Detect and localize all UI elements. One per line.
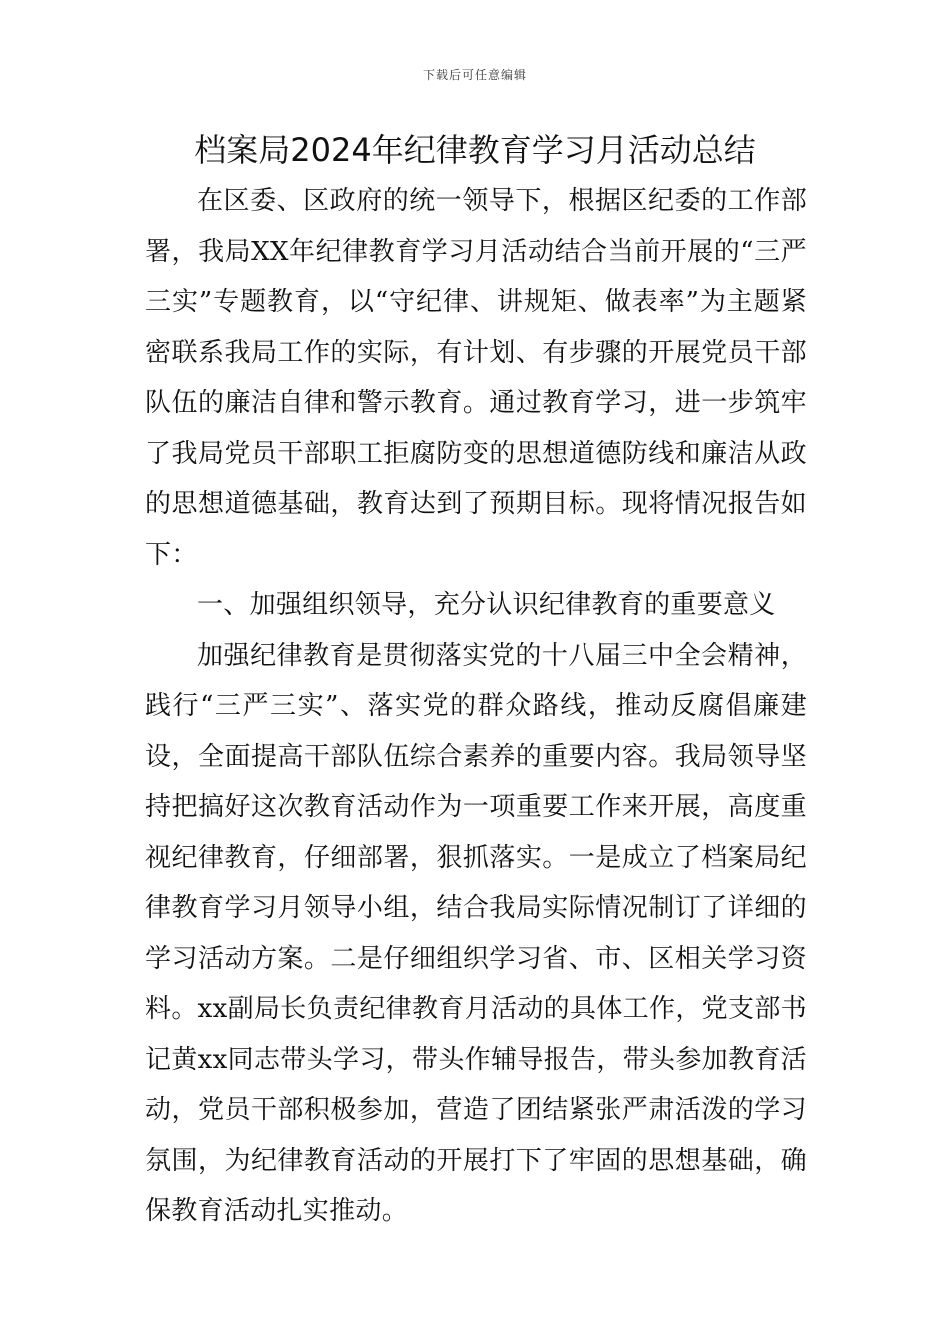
header-note: 下载后可任意编辑	[422, 68, 527, 82]
section-heading-1: 一、加强组织领导，充分认识纪律教育的重要意义	[197, 590, 776, 620]
paragraph-section-1: 加强纪律教育是贯彻落实党的十八届三中全会精神，践行“三严三实”、落实党的群众路线，推动反腐倡廉建设，全面提高干部队伍综合素养的重要内容。我局领导坚持把搞好这次教育活动作为一项重要工作来开展，高度重视纪律教育，仔细部署，狠抓落实。一是成立了档案局纪律教育学习月领导小组，结合我局实际情况制订了详细的学习活动方案。二是仔细组织学习省、市、区相关学习资料。xx副局长负责纪律教育月活动的具体工作，党支部书记黄xx同志带头学习，带头作辅导报告，带头参加教育活动，党员干部积极参加，营造了团结紧张严肃活泼的学习氛围，为纪律教育活动的开展打下了牢固的思想基础，确保教育活动扎实推动。	[145, 640, 807, 1226]
document-body	[145, 176, 807, 1237]
paragraph-intro: 在区委、区政府的统一领导下，根据区纪委的工作部署，我局XX年纪律教育学习月活动结合当前开展的“三严三实”专题教育，以“守纪律、讲规矩、做表率”为主题紧密联系我局工作的实际，有计划、有步骤的开展党员干部队伍的廉洁自律和警示教育。通过教育学习，进一步筑牢了我局党员干部职工拒腐防变的思想道德防线和廉洁从政的思想道德基础，教育达到了预期目标。现将情况报告如下：	[145, 186, 807, 570]
document-title: 档案局2024年纪律教育学习月活动总结	[194, 131, 756, 169]
